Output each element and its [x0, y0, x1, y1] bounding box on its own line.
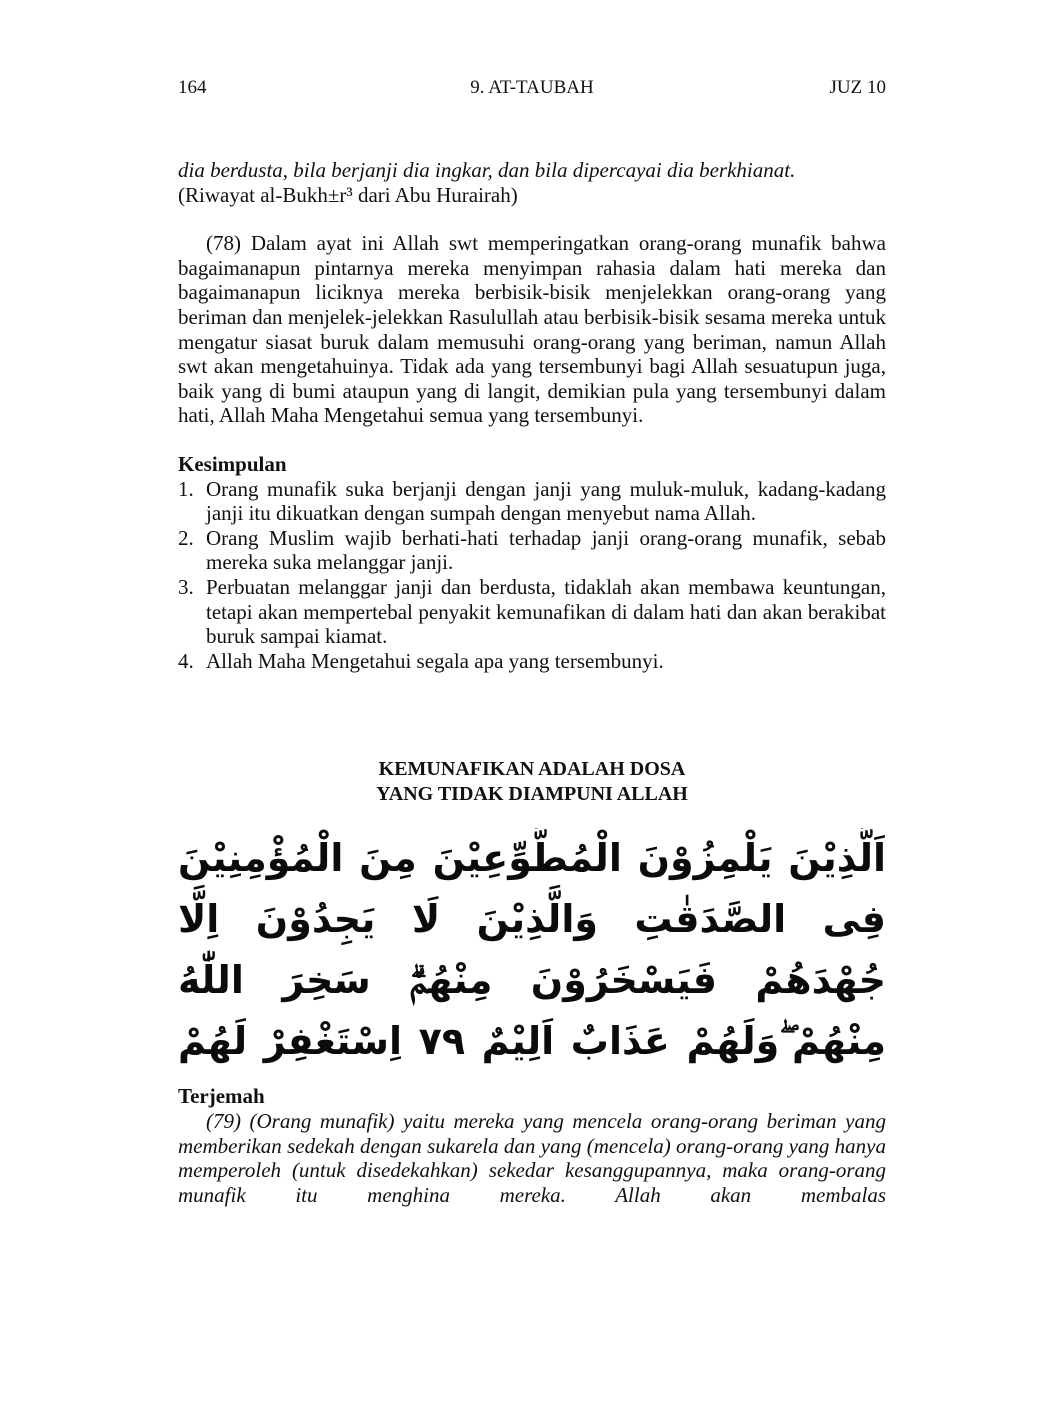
list-item-text: Perbuatan melanggar janji dan berdusta, tidaklah akan membawa keuntungan, tetapi akan mempertebal penyakit kemunafikan di dalam hati dan akan berakibat buruk sampai kiamat.: [206, 574, 886, 649]
section-title-line-1: KEMUNAFIKAN ADALAH DOSA: [378, 758, 686, 781]
list-item-number: 1.: [178, 476, 194, 501]
list-item: [178, 649, 886, 674]
list-item-text: Orang Muslim wajib berhati-hati terhadap janji orang-orang munafik, sebab mereka suka melanggar janji.: [206, 525, 886, 575]
list-item-text: Orang munafik suka berjanji dengan janji yang muluk-muluk, kadang-kadang janji itu dikuatkan dengan sumpah dengan menyebut nama Allah.: [206, 476, 886, 526]
running-header: [178, 72, 886, 102]
conclusion-heading: Kesimpulan: [178, 451, 287, 476]
list-item: [178, 526, 886, 575]
juz-label: JUZ 10: [829, 77, 886, 98]
translation-text: (79) (Orang munafik) yaitu mereka yang mencela orang-orang beriman yang memberikan sedekah dengan sukarela dan yang (mencela) orang-orang yang hanya memperoleh (untuk disedekahkan) sekedar kesanggupannya, maka orang-orang munafik itu menghina mereka. Allah akan membalas: [178, 1109, 886, 1207]
book-page: [178, 72, 886, 1207]
translation-heading: Terjemah: [178, 1084, 265, 1109]
hadith-text: dia berdusta, bila berjanji dia ingkar, dan bila dipercayai dia berkhianat.: [178, 158, 796, 182]
list-item-number: 4.: [178, 648, 194, 673]
list-item-number: 2.: [178, 525, 194, 550]
list-item-text: Allah Maha Mengetahui segala apa yang tersembunyi.: [206, 648, 664, 673]
hadith-continuation: [178, 158, 886, 207]
section-title-line-2: YANG TIDAK DIAMPUNI ALLAH: [376, 782, 688, 805]
hadith-citation: (Riwayat al-Bukh±r³ dari Abu Hurairah): [178, 182, 518, 207]
chapter-title: 9. AT-TAUBAH: [470, 77, 594, 98]
list-item: [178, 575, 886, 649]
list-item: [178, 477, 886, 526]
section-title: [178, 757, 886, 806]
commentary-verse-78: (78) Dalam ayat ini Allah swt memperingatkan orang-orang munafik bahwa bagaimanapun pintarnya mereka menyimpan rahasia dalam hati mereka dan bagaimanapun liciknya mereka berbisik-bisik menjelekkan orang-orang yang beriman dan menjelek-jelekkan Rasulullah atau berbisik-bisik sesama mereka untuk mengatur siasat buruk dalam memusuhi orang-orang yang beriman, namun Allah swt akan mengetahuinya. Tidak ada yang tersembunyi bagi Allah sesuatupun juga, baik yang di bumi ataupun yang di langit, demikian pula yang tersembunyi dalam hati, Allah Maha Mengetahui semua yang tersembunyi.: [178, 231, 886, 428]
page-number: 164: [178, 77, 207, 98]
conclusion-list: [178, 477, 886, 674]
arabic-verses: اَلَّذِيْنَ يَلْمِزُوْنَ الْمُطَّوِّعِيْنَ مِنَ الْمُؤْمِنِيْنَ فِى الصَّدَقٰتِ وَالَّذِيْنَ لَا يَجِدُوْنَ اِلَّا جُهْدَهُمْ فَيَسْخَرُوْنَ مِنْهُمْۗ سَخِرَ اللّٰهُ مِنْهُمْ ۖوَلَهُمْ عَذَابٌ اَلِيْمٌ ٧٩ اِسْتَغْفِرْ لَهُمْ: [178, 836, 886, 1064]
list-item-number: 3.: [178, 574, 194, 599]
